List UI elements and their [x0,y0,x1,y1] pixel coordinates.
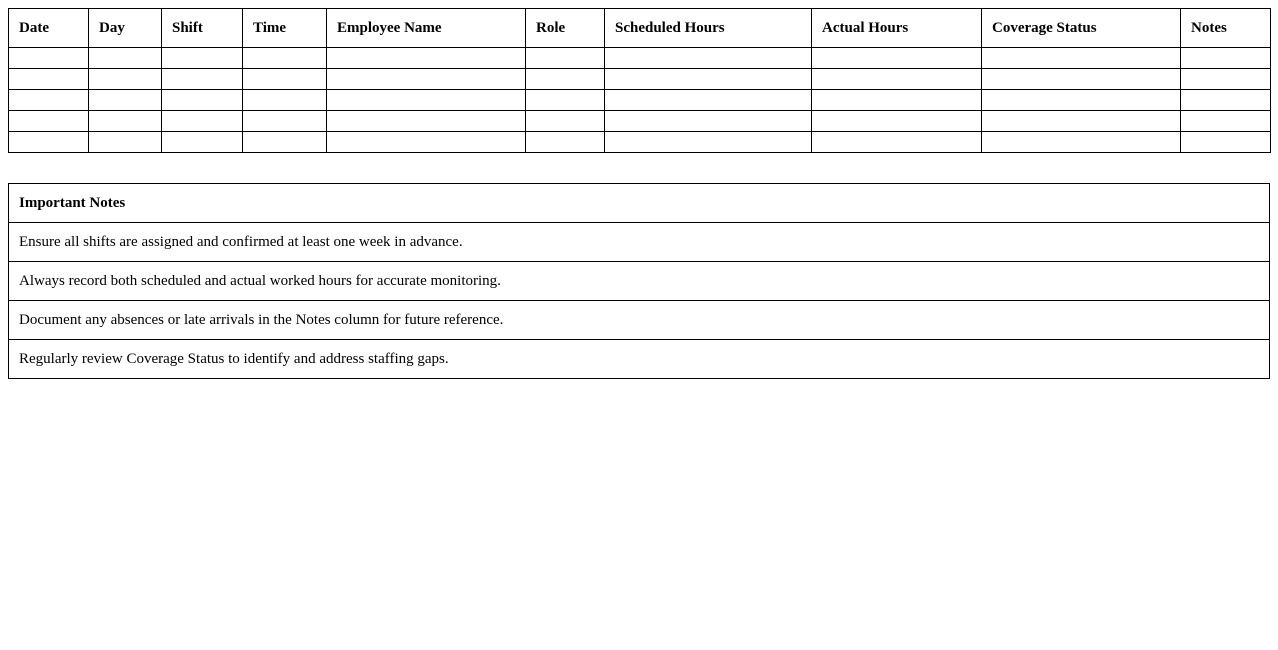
table-row [9,132,1271,153]
notes-header-row [9,184,1270,223]
table-cell[interactable] [1181,48,1271,69]
table-cell[interactable] [812,111,982,132]
table-cell[interactable] [162,90,243,111]
table-cell[interactable] [526,69,605,90]
table-cell[interactable] [982,48,1181,69]
table-row [9,111,1271,132]
table-cell[interactable] [89,48,162,69]
table-cell[interactable] [162,111,243,132]
schedule-header-row [9,9,1271,48]
table-cell[interactable] [243,90,327,111]
table-cell[interactable] [1181,69,1271,90]
table-cell[interactable] [162,69,243,90]
table-cell[interactable] [9,48,89,69]
table-cell[interactable] [812,90,982,111]
table-cell[interactable] [162,132,243,153]
table-cell[interactable] [89,111,162,132]
table-cell[interactable] [605,111,812,132]
column-header-scheduled-hours: Scheduled Hours [605,9,812,48]
column-header-employee-name: Employee Name [327,9,526,48]
table-cell[interactable] [9,132,89,153]
table-cell[interactable] [243,132,327,153]
column-header-time: Time [243,9,327,48]
column-header-shift: Shift [162,9,243,48]
table-cell[interactable] [812,48,982,69]
table-cell[interactable] [605,90,812,111]
list-item [9,262,1270,301]
table-cell[interactable] [812,69,982,90]
list-item [9,223,1270,262]
table-cell[interactable] [605,48,812,69]
column-header-actual-hours: Actual Hours [812,9,982,48]
table-cell[interactable] [9,69,89,90]
note-text: Ensure all shifts are assigned and confirmed at least one week in advance. [9,223,1270,262]
table-row [9,69,1271,90]
table-cell[interactable] [243,48,327,69]
list-item [9,340,1270,379]
table-cell[interactable] [982,111,1181,132]
table-cell[interactable] [605,69,812,90]
table-row [9,48,1271,69]
important-notes-table [8,183,1270,379]
table-cell[interactable] [243,69,327,90]
table-cell[interactable] [9,111,89,132]
table-cell[interactable] [89,90,162,111]
table-cell[interactable] [1181,90,1271,111]
note-text: Always record both scheduled and actual worked hours for accurate monitoring. [9,262,1270,301]
table-cell[interactable] [9,90,89,111]
table-cell[interactable] [526,132,605,153]
table-cell[interactable] [982,90,1181,111]
table-cell[interactable] [327,132,526,153]
table-cell[interactable] [982,132,1181,153]
table-cell[interactable] [327,48,526,69]
table-cell[interactable] [982,69,1181,90]
table-cell[interactable] [1181,132,1271,153]
column-header-coverage-status: Coverage Status [982,9,1181,48]
table-cell[interactable] [89,69,162,90]
column-header-role: Role [526,9,605,48]
table-cell[interactable] [812,132,982,153]
table-cell[interactable] [327,90,526,111]
table-cell[interactable] [327,69,526,90]
table-cell[interactable] [1181,111,1271,132]
table-cell[interactable] [89,132,162,153]
table-cell[interactable] [526,48,605,69]
note-text: Regularly review Coverage Status to identify and address staffing gaps. [9,340,1270,379]
table-cell[interactable] [327,111,526,132]
table-cell[interactable] [243,111,327,132]
table-cell[interactable] [605,132,812,153]
column-header-notes: Notes [1181,9,1271,48]
important-notes-title: Important Notes [9,184,1270,223]
table-cell[interactable] [526,111,605,132]
table-cell[interactable] [526,90,605,111]
schedule-table [8,8,1271,153]
table-cell[interactable] [162,48,243,69]
list-item [9,301,1270,340]
table-row [9,90,1271,111]
column-header-day: Day [89,9,162,48]
column-header-date: Date [9,9,89,48]
note-text: Document any absences or late arrivals in the Notes column for future reference. [9,301,1270,340]
